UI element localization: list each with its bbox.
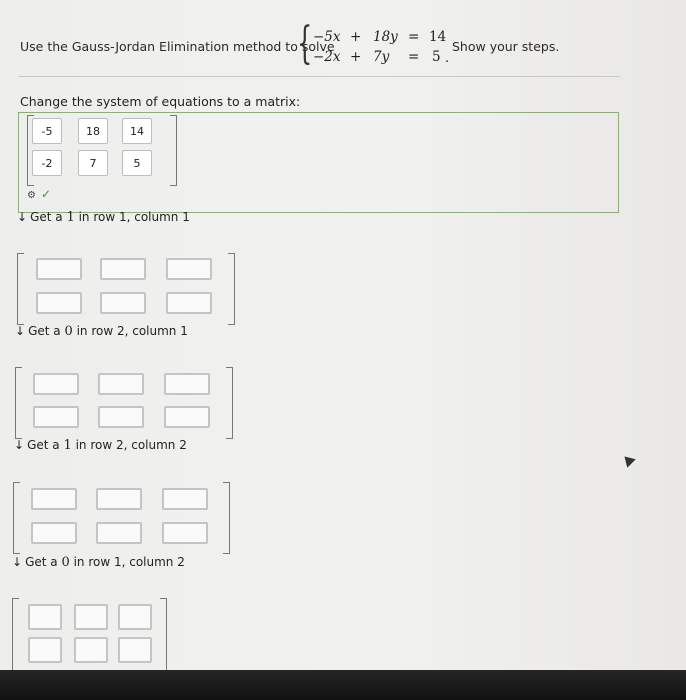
step-3-text: Get a (27, 438, 60, 452)
step-3-cell-r2c3[interactable] (162, 522, 208, 544)
step-2-rest: in row 2, column 1 (76, 324, 188, 338)
eq2-x-term: −2x (313, 49, 341, 65)
instruction-label: Change the system of equations to a matrix: (20, 94, 301, 109)
step-4-cell-r2c1[interactable] (28, 637, 62, 663)
step-4-cell-r1c1[interactable] (28, 604, 62, 630)
down-arrow-icon: ↓ (15, 324, 26, 338)
step-4-cell-r1c3[interactable] (118, 604, 152, 630)
step-3-label (14, 438, 187, 453)
step-1-cell-r1c2[interactable] (100, 258, 146, 280)
step-4-right-bracket (160, 598, 167, 672)
step-3-cell-r1c2[interactable] (96, 488, 142, 510)
step-3-cell-r1c3[interactable] (162, 488, 208, 510)
matrix-cell-r2c3[interactable]: 5 (122, 150, 152, 176)
eq2-rhs: 5 (432, 49, 441, 65)
step-3-right-bracket (223, 482, 230, 554)
header-period: . (445, 51, 450, 66)
matrix-cell-r2c1[interactable]: -2 (32, 150, 62, 176)
screen-bezel (0, 670, 686, 700)
matrix-cell-r1c1[interactable]: -5 (32, 118, 62, 144)
matrix-cell-r1c2[interactable]: 18 (78, 118, 108, 144)
step-3-cell-r2c1[interactable] (31, 522, 77, 544)
step-3-cell-r2c2[interactable] (96, 522, 142, 544)
step-4-number: 0 (61, 555, 70, 570)
step-2-right-bracket (226, 367, 233, 439)
step-2-cell-r2c2[interactable] (98, 406, 144, 428)
matrix-cell-r1c3[interactable]: 14 (122, 118, 152, 144)
matrix-cell-r2c2[interactable]: 7 (78, 150, 108, 176)
step-2-cell-r2c1[interactable] (33, 406, 79, 428)
eq1-equals: = (408, 29, 420, 45)
step-4-cell-r2c3[interactable] (118, 637, 152, 663)
step-3-rest: in row 2, column 2 (75, 438, 187, 452)
step-3-number: 1 (63, 438, 72, 453)
step-4-cell-r2c2[interactable] (74, 637, 108, 663)
down-arrow-icon: ↓ (17, 210, 28, 224)
step-1-number: 1 (66, 210, 75, 225)
down-arrow-icon: ↓ (14, 438, 25, 452)
step-1-label (17, 210, 190, 225)
step-2-label (15, 324, 188, 339)
step-2-number: 0 (64, 324, 73, 339)
step-2-cell-r2c3[interactable] (164, 406, 210, 428)
step-1-cell-r2c1[interactable] (36, 292, 82, 314)
step-2-cell-r1c3[interactable] (164, 373, 210, 395)
step-2-text: Get a (28, 324, 61, 338)
step-1-rest: in row 1, column 1 (78, 210, 190, 224)
step-4-text: Get a (25, 555, 58, 569)
eq1-plus: + (350, 29, 362, 45)
step-3-cell-r1c1[interactable] (31, 488, 77, 510)
system-brace: { (297, 18, 313, 69)
eq2-plus: + (350, 49, 362, 65)
prompt-suffix: Show your steps. (452, 39, 560, 54)
step-3-left-bracket (13, 482, 20, 554)
step-1-cell-r1c3[interactable] (166, 258, 212, 280)
step-1-cell-r2c2[interactable] (100, 292, 146, 314)
eq1-x-term: −5x (313, 29, 341, 45)
step-2-left-bracket (15, 367, 22, 439)
tools-icon[interactable]: ⚙ (27, 190, 36, 201)
matrix-right-bracket (170, 115, 177, 186)
eq1-rhs: 14 (429, 29, 447, 45)
step-1-left-bracket (17, 253, 24, 325)
header-divider (18, 76, 620, 77)
eq2-y-term: 7y (373, 49, 390, 65)
step-4-cell-r1c2[interactable] (74, 604, 108, 630)
check-icon: ✓ (41, 187, 52, 201)
mouse-cursor-icon (620, 452, 636, 468)
step-1-cell-r2c3[interactable] (166, 292, 212, 314)
step-2-cell-r1c1[interactable] (33, 373, 79, 395)
step-4-label (12, 555, 185, 570)
step-4-rest: in row 1, column 2 (73, 555, 185, 569)
eq2-equals: = (408, 49, 420, 65)
step-4-left-bracket (12, 598, 19, 672)
step-1-text: Get a (30, 210, 63, 224)
prompt-text: Use the Gauss-Jordan Elimination method to solve (20, 39, 335, 54)
down-arrow-icon: ↓ (12, 555, 23, 569)
step-1-right-bracket (228, 253, 235, 325)
matrix-answer-box (18, 112, 619, 213)
eq1-y-term: 18y (373, 29, 398, 45)
step-2-cell-r1c2[interactable] (98, 373, 144, 395)
step-1-cell-r1c1[interactable] (36, 258, 82, 280)
